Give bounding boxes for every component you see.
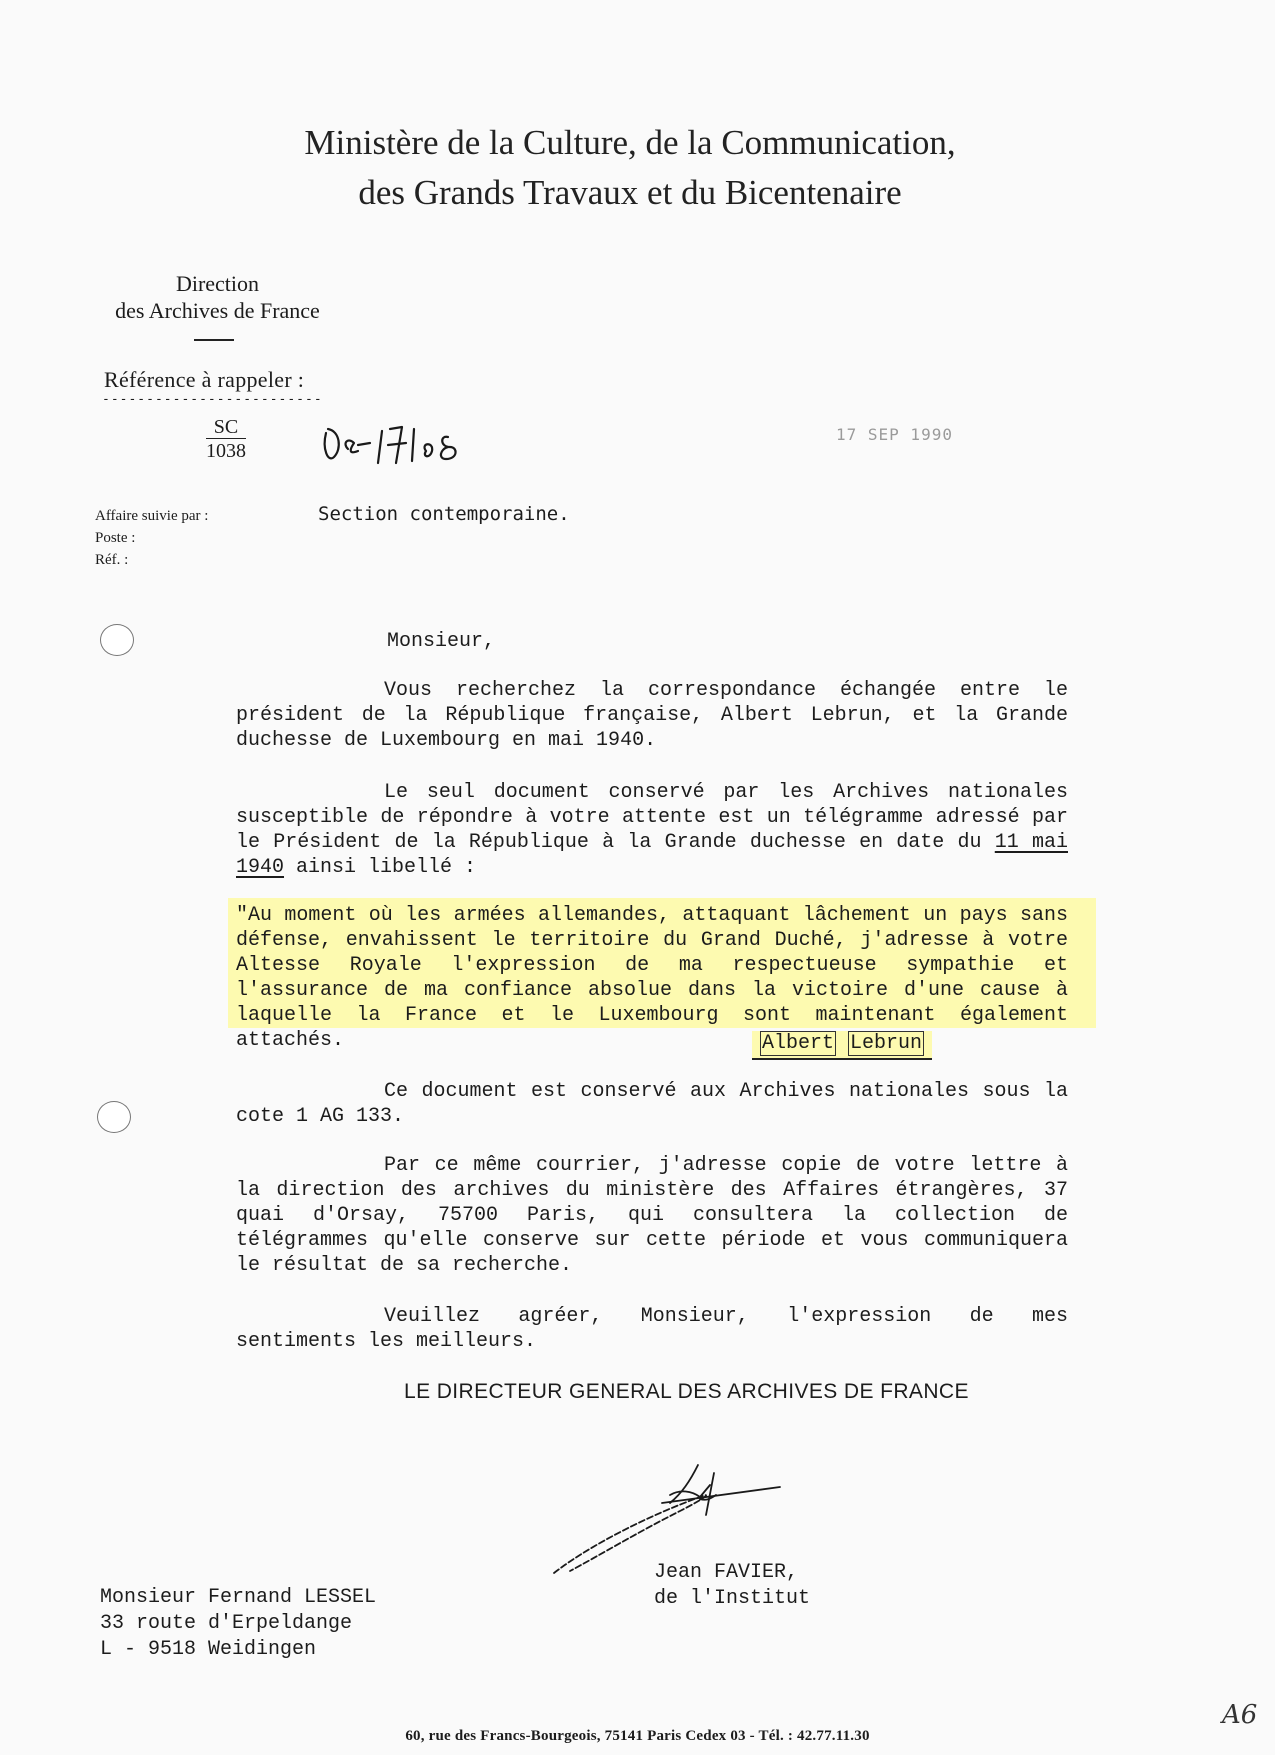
direction-block: [90, 270, 345, 324]
telegram-quote: "Au moment où les armées allemandes, attaquant lâchement un pays sans défense, envahissent le territoire du Grand Duché, j'adresse à votre Altesse Royale l'expression de ma respectueuse sympathie et l'assurance de ma confiance absolue dans la victoire d'une cause à laquelle la France et le Luxembourg sont maintenant également attachés.: [236, 904, 1068, 1052]
ministry-line-2: des Grands Travaux et du Bicentenaire: [358, 173, 902, 212]
signer-title: de l'Institut: [654, 1587, 811, 1610]
recipient-city: L - 9518 Weidingen: [100, 1638, 317, 1661]
footer-address: 60, rue des Francs-Bourgeois, 75141 Paris Cedex 03 - Tél. : 42.77.11.30: [405, 1728, 870, 1744]
reference-code-bottom: 1038: [206, 440, 246, 462]
punch-hole-top: [100, 624, 134, 656]
ministry-header: [180, 118, 1080, 218]
paragraph-1: Vous recherchez la correspondance échangée entre le président de la République française, Albert Lebrun, et la Grande duchesse de Luxembourg en mai 1940.: [236, 679, 1068, 752]
reference-code: [206, 416, 246, 462]
followed-by-value: Section contemporaine.: [318, 503, 570, 525]
salutation: Monsieur,: [387, 630, 496, 653]
phone-label: Poste :: [95, 530, 136, 546]
followed-by-label: Affaire suivie par :: [95, 508, 209, 524]
paragraph-3: Ce document est conservé aux Archives nationales sous la cote 1 AG 133.: [236, 1080, 1068, 1128]
closing-title: LE DIRECTEUR GENERAL DES ARCHIVES DE FRANCE: [404, 1380, 969, 1403]
page-mark: A6: [1222, 1700, 1258, 1730]
paragraph-5: Veuillez agréer, Monsieur, l'expression de mes sentiments les meilleurs.: [236, 1305, 1068, 1353]
handwritten-reference: [318, 413, 478, 473]
punch-hole-bottom: [97, 1101, 131, 1133]
signer-block: [654, 1560, 810, 1612]
reference-dashes: -------------------------: [102, 392, 323, 407]
direction-divider: [194, 339, 234, 341]
ministry-line-1: Ministère de la Culture, de la Communication,: [304, 123, 956, 162]
file-info-labels: [95, 505, 208, 571]
quote-signature-first: Albert: [762, 1032, 835, 1055]
quote-signature: [752, 1031, 932, 1060]
quote-signature-last: Lebrun: [850, 1032, 923, 1055]
paragraph-2-end: ainsi libellé :: [284, 856, 477, 879]
direction-line-2: des Archives de France: [115, 298, 320, 323]
paragraph-4: Par ce même courrier, j'adresse copie de votre lettre à la direction des archives du ministère des Affaires étrangères, 37 quai d'Orsay, 75700 Paris, qui consultera la collection de télégrammes qu'elle conserve sur cette période et vous communiquera le résultat de sa recherche.: [236, 1154, 1068, 1277]
reference-code-top: SC: [206, 416, 246, 439]
handwritten-reference-text: DE 17108: [318, 471, 324, 472]
signer-name: Jean FAVIER,: [654, 1561, 799, 1584]
recipient-street: 33 route d'Erpeldange: [100, 1612, 353, 1635]
ref-label: Réf. :: [95, 552, 129, 568]
direction-line-1: Direction: [175, 271, 260, 296]
paragraph-2-text: Le seul document conservé par les Archives nationales susceptible de répondre à votre attente est un télégramme adressé par le Président de la République à la Grande duchesse en date du: [236, 781, 1068, 854]
recipient-name: Monsieur Fernand LESSEL: [100, 1586, 377, 1609]
paragraph-2: [236, 780, 1068, 880]
recipient-address: [100, 1585, 376, 1663]
reference-label: Référence à rappeler :: [104, 367, 305, 392]
telegram-date: 11 mai 1940: [236, 831, 1068, 879]
date-stamp: 17 SEP 1990: [836, 425, 953, 444]
